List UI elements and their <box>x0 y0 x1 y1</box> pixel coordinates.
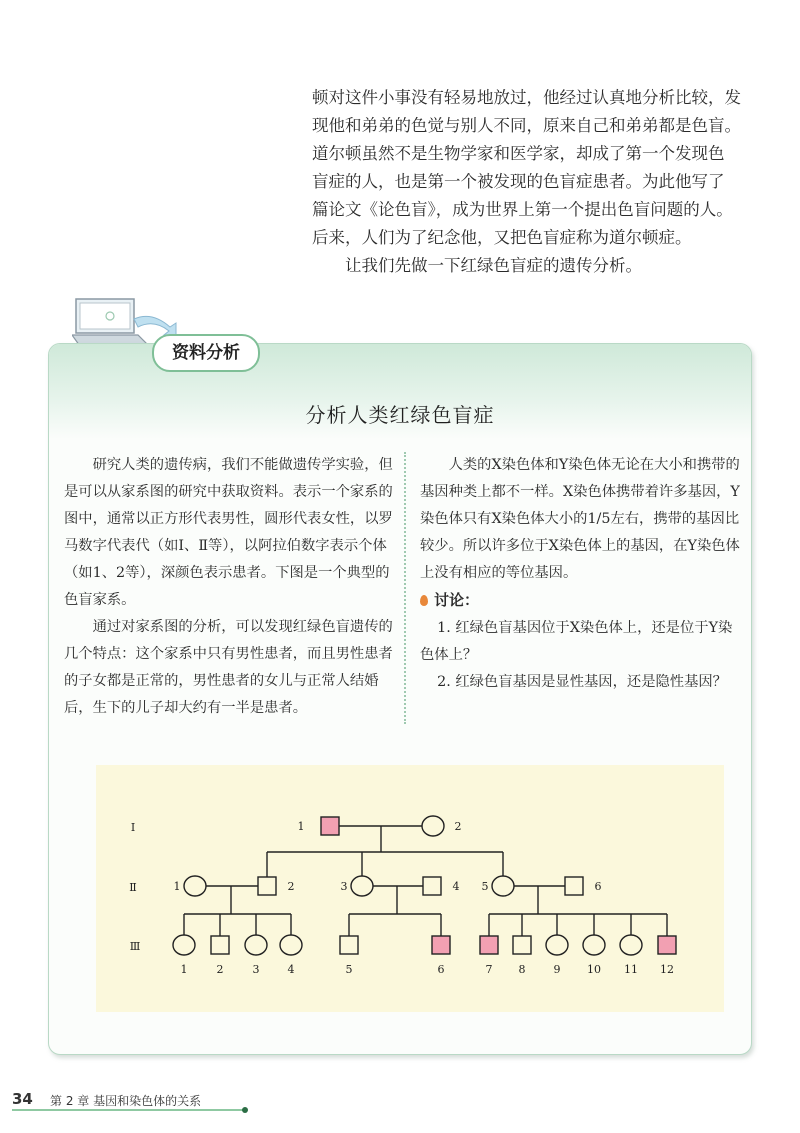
individual-label: 6 <box>437 963 445 976</box>
intro-lead: 让我们先做一下红绿色盲症的遗传分析。 <box>345 256 642 275</box>
affected-male <box>480 936 498 954</box>
male <box>211 936 229 954</box>
page-footer <box>12 1088 792 1118</box>
intro-line: 后来，人们为了纪念他，又把色盲症称为道尔顿症。 <box>312 228 692 247</box>
male <box>340 936 358 954</box>
individual-label: 2 <box>216 963 224 976</box>
individual-label: 11 <box>624 963 638 976</box>
individual-label: 3 <box>252 963 260 976</box>
intro-line: 道尔顿虽然不是生物学家和医学家，却成了第一个发现色 <box>312 144 725 163</box>
generation-label: Ⅲ <box>129 940 141 953</box>
question-1: 1. 红绿色盲基因位于X染色体上，还是位于Y染色体上？ <box>420 620 733 663</box>
footer-dot <box>242 1107 248 1113</box>
individual-label: 4 <box>287 963 295 976</box>
individual-label: 1 <box>297 820 305 833</box>
generation-label: Ⅰ <box>130 821 136 834</box>
male <box>258 877 276 895</box>
panel-tag: 资料分析 <box>152 334 260 372</box>
individual-label: 2 <box>454 820 462 833</box>
discussion-label: 讨论： <box>434 591 480 609</box>
individual-label: 8 <box>518 963 526 976</box>
intro-line: 现他和弟弟的色觉与别人不同，原来自己和弟弟都是色盲。 <box>312 116 741 135</box>
female <box>422 816 444 836</box>
affected-male <box>432 936 450 954</box>
individual-label: 10 <box>587 963 601 976</box>
female <box>280 935 302 955</box>
individual-label: 12 <box>660 963 674 976</box>
individual-label: 1 <box>173 880 181 893</box>
generation-label: Ⅱ <box>129 881 137 894</box>
intro-line: 篇论文《论色盲》，成为世界上第一个提出色盲问题的人。 <box>312 200 733 219</box>
individual-label: 6 <box>594 880 602 893</box>
female <box>184 876 206 896</box>
left-paragraph-2: 通过对家系图的分析，可以发现红绿色盲遗传的几个特点：这个家系中只有男性患者，而且男性患者的子女都是正常的，男性患者的女儿与正常人结婚后，生下的儿子却大约有一半是患者。 <box>64 619 393 716</box>
intro-line: 盲症的人，也是第一个被发现的色盲症患者。为此他写了 <box>312 172 725 191</box>
footer-rule <box>12 1109 244 1111</box>
female <box>583 935 605 955</box>
right-paragraph-1: 人类的X染色体和Y染色体无论在大小和携带的基因种类上都不一样。X染色体携带着许多基因，Y染色体只有X染色体大小的1/5左右，携带的基因比较少。所以许多位于X染色体上的基因，在Y染色体上没有相应的等位基因。 <box>420 457 740 581</box>
individual-label: 3 <box>340 880 348 893</box>
female <box>173 935 195 955</box>
affected-male <box>658 936 676 954</box>
female <box>620 935 642 955</box>
individual-label: 5 <box>345 963 353 976</box>
intro-line: 顿对这件小事没有轻易地放过，他经过认真地分析比较，发 <box>312 88 741 107</box>
individual-label: 5 <box>481 880 489 893</box>
male <box>565 877 583 895</box>
individual-label: 1 <box>180 963 188 976</box>
female <box>546 935 568 955</box>
male <box>513 936 531 954</box>
female <box>492 876 514 896</box>
male <box>423 877 441 895</box>
individual-label: 9 <box>553 963 561 976</box>
panel-title: 分析人类红绿色盲症 <box>305 403 495 427</box>
page-number: 34 <box>12 1090 33 1108</box>
individual-label: 7 <box>485 963 493 976</box>
chapter-title: 第 2 章 基因和染色体的关系 <box>50 1094 202 1108</box>
individual-label: 4 <box>452 880 460 893</box>
left-paragraph-1: 研究人类的遗传病，我们不能做遗传学实验，但是可以从家系图的研究中获取资料。表示一个家系的图中，通常以正方形代表男性，圆形代表女性，以罗马数字代表代（如Ⅰ、Ⅱ等），以阿拉伯数字表示个体（如1、2等），深颜色表示患者。下图是一个典型的色盲家系。 <box>64 457 393 608</box>
female <box>245 935 267 955</box>
affected-male <box>321 817 339 835</box>
female <box>351 876 373 896</box>
question-2: 2. 红绿色盲基因是显性基因，还是隐性基因？ <box>437 674 727 690</box>
individual-label: 2 <box>287 880 295 893</box>
